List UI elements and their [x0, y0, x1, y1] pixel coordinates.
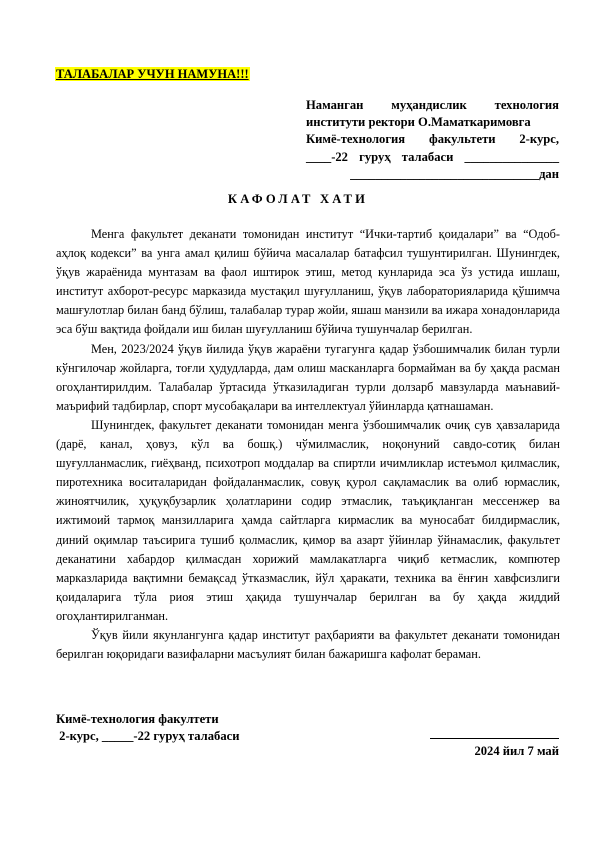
addressee-line: Кимё-технология факультети 2-курс,: [306, 132, 559, 147]
signer-faculty: Кимё-технология факултети: [56, 712, 219, 726]
addressee-line: Наманган муҳандислик технология: [306, 98, 559, 112]
signature-line: [430, 738, 559, 739]
signer-block: [56, 711, 356, 745]
document-title: КАФОЛАТ ХАТИ: [227, 192, 369, 206]
sample-banner: ТАЛАБАЛАР УЧУН НАМУНА!!!: [56, 67, 249, 81]
body-paragraph: Ўқув йили якунлангунга қадар институт раҳбарияти ва факультет деканати томонидан берилган юқоридаги вазифаларни масъулият билан бажаришга кафолат бераман.: [56, 627, 560, 662]
body-paragraph: Мен, 2023/2024 ўқув йилида ўқув жараёни тугагунга қадар ўзбошимчалик билан турли кўнгилочар жойларга, тоғли ҳудудларда, дам олиш масканларга бормайман ва бу ҳақда расман огоҳлантирилдим. Талабалар ўртасида ўтказиладиган турли долзарб мавзуларда маънавий-маърифий тадбирлар, спорт мусобақалари ва интеллектуал ўйинларда қатнашаман.: [56, 341, 560, 413]
signer-group: 2-курс, _____-22 гуруҳ талабаси: [56, 729, 240, 743]
body-paragraph: Шунингдек, факультет деканати томонидан менга ўзбошимчалик очиқ сув ҳавзаларида (дарё, канал, ҳовуз, кўл ва бошқ.) чўмилмаслик, ноқонуний савдо-сотиқ билан шуғулланмаслик, гиёҳванд, психотроп моддалар ва спиртли ичимликлар истеъмол қилмаслик, пиротехника воситаларидан фойдаланмаслик, совуқ қурол сақламаслик ва олиб юрмаслик, жиноятчилик, ҳуқуқбузарлик ҳолатларини содир этмаслик, таъқиқланган мессенжер ва ижтимоий тармоқ манзилларига ҳамда сайтларга кирмаслик ва муносабат билдирмаслик, диний оқимлар таъсирига тушиб қолмаслик, қимор ва азарт ўйинлар ўйнамаслик, факультет деканатини хабардор қилмасдан хорижий мамлакатларга чиқиб кетмаслик, компютер марказларида вақтимни бемақсад ўтказмаслик, йўл ҳаракати, техника ва ёнғин хавфсизлиги қоидаларига тўла риоя этиш ҳақида тушунчалар берилган ва бу ҳақда жиддий огоҳлантирилганман.: [56, 417, 560, 623]
document-body: [56, 225, 560, 664]
document-date: 2024 йил 7 май: [474, 744, 559, 758]
addressee-block: [306, 97, 559, 183]
addressee-line: институти ректори О.Маматкаримовга: [306, 115, 531, 130]
body-paragraph: Менга факультет деканати томонидан институт “Ички-тартиб қоидалари” ва “Одоб-аҳлоқ кодекси” ва унга амал қилиш бўйича масалалар батафсил тушунтирилган. Шунингдек, ўқув жараёнида мунтазам ва фаол иштирок этиш, метод кунларида эса ўз устида ишлаш, институт ахборот-ресурс марказида мустақил шуғулланиш, ўқув лабораторияларида қўшимча машғулотлар билан банд бўлиш, талабалар турар жойи, яшаш манзили ва ижара хонадонларида эса бўш вақтида фойдали иш билан шуғулланиш бўйича тушунчалар берилган.: [56, 227, 560, 337]
addressee-line: ____-22 гуруҳ талабаси _______________: [306, 149, 559, 164]
addressee-line: ______________________________дан: [350, 166, 559, 181]
